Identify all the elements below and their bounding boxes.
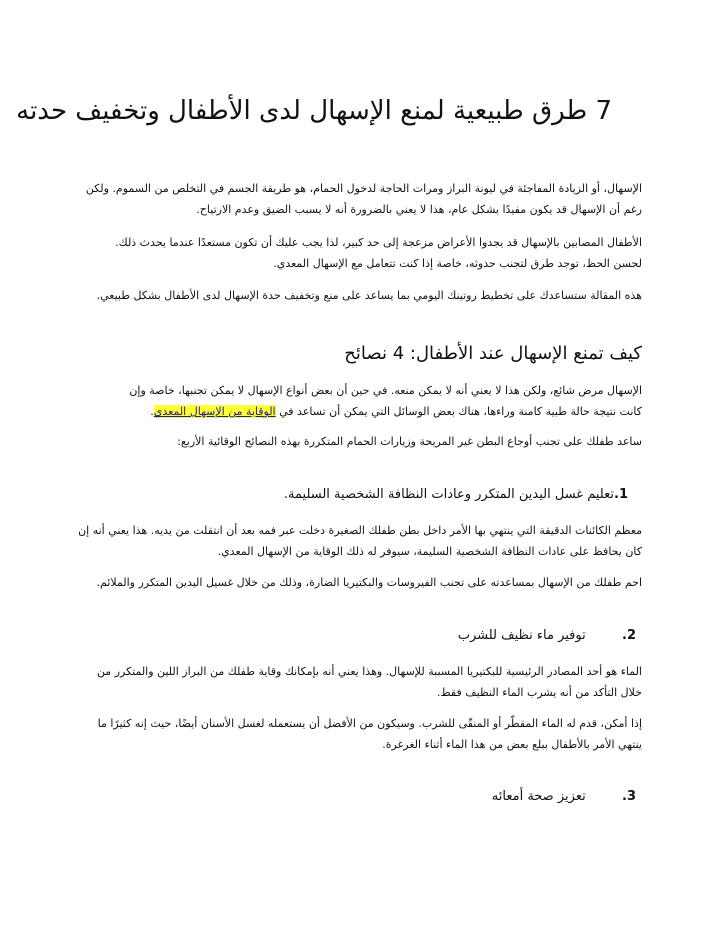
tip3-heading (492, 789, 636, 804)
tip2-p1-line1: الماء هو أحد المصادر الرئيسية للبكتيريا المسببة للإسهال. وهذا يعني أنه بإمكانك وقاية طفلك من البراز اللين والمتكرر من (96, 665, 642, 678)
tip2-p2-line2: ينتهي الأمر بالأطفال ببلع بعض من هذا الماء أثناء الغرغرة. (382, 738, 642, 751)
section1-paragraph-2: ساعد طفلك على تجنب أوجاع البطن غير المريحة وزيارات الحمام المتكررة بهذه النصائح الوقائية الأربع: (177, 435, 642, 448)
tip1-p1-line2: كان يحافظ على عادات النظافة الشخصية السليمة، سيوفر له ذلك الوقاية من الإسهال المعدي. (217, 545, 642, 558)
tip3-number: 3. (622, 789, 636, 804)
tip1-paragraph-1 (2, 520, 642, 562)
tip2-number: 2. (622, 628, 636, 643)
page-title: 7 طرق طبيعية لمنع الإسهال لدى الأطفال وتخفيف حدته (16, 96, 612, 126)
prevention-link[interactable]: الوقاية من الإسهال المعدي (153, 405, 276, 418)
section1-p1-period: . (150, 405, 154, 418)
intro-p2-line2: لحسن الحظ، توجد طرق لتجنب حدوثه، خاصة إذا كنت تتعامل مع الإسهال المعدي. (273, 257, 642, 270)
intro-p1-line2: رغم أن الإسهال قد يكون مفيدًا بشكل عام، هذا لا يعني بالضرورة أنه لا يسبب الضيق وعدم الارتياح. (196, 203, 642, 216)
tip2-p1-line2: خلال التأكد من أنه يشرب الماء النظيف فقط. (436, 686, 642, 699)
tip2-paragraph-1 (42, 661, 642, 703)
section-heading-prevention: كيف تمنع الإسهال عند الأطفال: 4 نصائح (344, 343, 642, 364)
tip1-paragraph-2: احم طفلك من الإسهال بمساعدته على تجنب الفيروسات والبكتيريا الضارة، وذلك من خلال غسيل اليدين المتكرر والملائم. (96, 576, 642, 589)
intro-p1-line1: الإسهال، أو الزيادة المفاجئة في ليونة البراز ومرات الحاجة لدخول الحمام، هو طريقة الجسم في التخلص من السموم. ولكن (85, 182, 642, 195)
tip1-heading-text: تعليم غسل اليدين المتكرر وعادات النظافة الشخصية السليمة. (283, 487, 614, 502)
tip1-number: 1. (614, 487, 628, 502)
section1-p1-line2: كانت نتيجة حالة طبية كامنة وراءها، هناك بعض الوسائل التي يمكن أن تساعد في (275, 405, 642, 418)
section1-paragraph-1 (42, 380, 642, 422)
tip2-paragraph-2 (42, 713, 642, 755)
section1-p1-line1: الإسهال مرض شائع، ولكن هذا لا يعني أنه لا يمكن منعه. في حين أن بعض أنواع الإسهال لا يمكن تجنبها، خاصة وإن (129, 384, 642, 397)
intro-paragraph-3: هذه المقالة ستساعدك على تخطيط روتينك اليومي بما يساعد على منع وتخفيف حدة الإسهال لدى الأطفال بشكل طبيعي. (96, 289, 642, 302)
tip2-p2-line1: إذا أمكن، قدم له الماء المقطّر أو المنقّى للشرب. وسيكون من الأفضل أن يستعمله لغسل الأسنان أيضًا، حيث إنه كثيرًا ما (97, 717, 642, 730)
intro-paragraph-1 (42, 178, 642, 220)
intro-paragraph-2 (42, 232, 642, 274)
tip1-heading (284, 487, 628, 502)
tip3-heading-text: تعزيز صحة أمعائه (491, 789, 586, 804)
tip2-heading-text: توفير ماء نظيف للشرب (457, 628, 586, 643)
tip1-p1-line1: معظم الكائنات الدقيقة التي ينتهي بها الأمر داخل بطن طفلك الصغيرة دخلت عبر فمه بعد أن انتقلت من يديه. هذا يعني أنه إن (78, 524, 642, 537)
intro-p2-line1: الأطفال المصابين بالإسهال قد يجدوا الأعراض مزعجة إلى حد كبير، لذا يجب عليك أن تكون مستعدًا عندما يحدث ذلك. (115, 236, 642, 249)
tip2-heading (458, 628, 636, 643)
